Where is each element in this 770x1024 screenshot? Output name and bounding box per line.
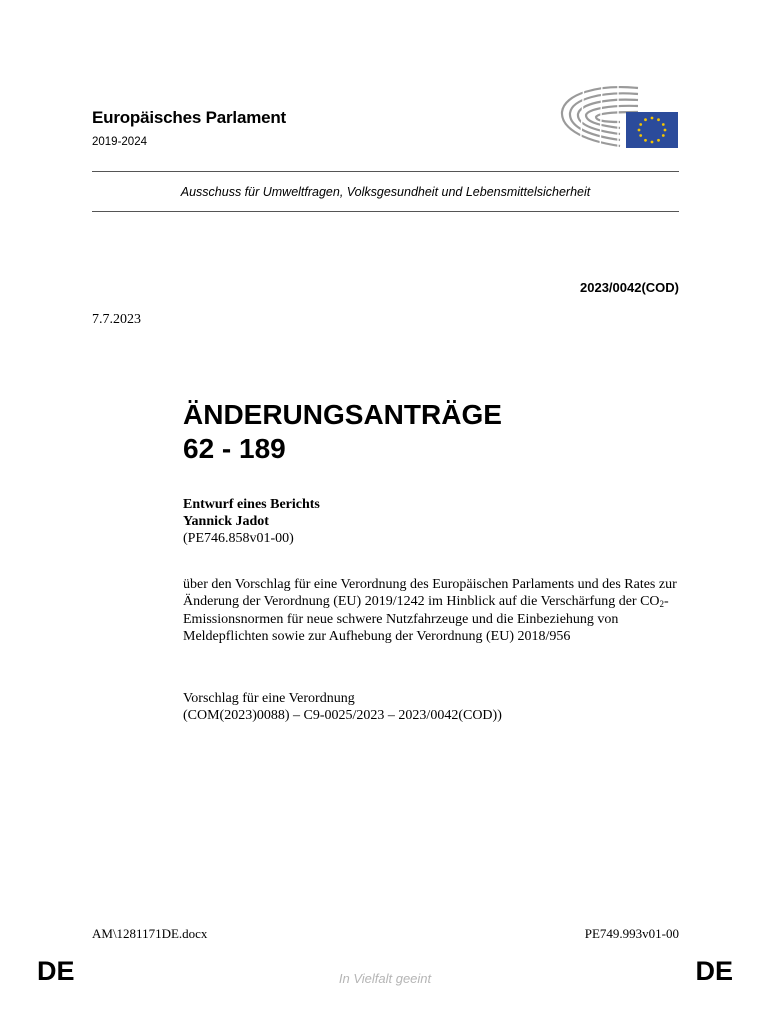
- proposal-line-1: Vorschlag für eine Verordnung: [183, 691, 355, 706]
- draft-report-block: [183, 496, 320, 547]
- proposal-block: [183, 690, 502, 725]
- eu-motto: In Vielfalt geeint: [338, 971, 432, 986]
- document-date: 7.7.2023: [92, 312, 141, 327]
- procedure-reference: 2023/0042(COD): [580, 280, 679, 295]
- header-bottom-rule: [92, 211, 679, 212]
- european-parliament-logo-icon: [558, 82, 680, 152]
- proposal-line-2: (COM(2023)0088) – C9-0025/2023 – 2023/0042(COD)): [183, 708, 502, 724]
- draft-label: Entwurf eines Berichts: [183, 497, 320, 512]
- subject-text-part-2: -Emissionsnormen für neue schwere Nutzfahrzeuge und die Einbeziehung von Meldepflichten sowie zur Aufhebung der Verordnung (EU) 2018/956: [183, 594, 669, 644]
- footer-pe-reference: PE749.993v01-00: [584, 926, 679, 941]
- document-title: [183, 398, 502, 466]
- header-top-rule: [92, 171, 679, 172]
- subject-subscript: 2: [659, 599, 665, 610]
- committee-name: Ausschuss für Umweltfragen, Volksgesundheit und Lebensmittelsicherheit: [180, 185, 591, 199]
- subject-paragraph: [183, 576, 683, 645]
- language-code-right: DE: [695, 956, 733, 986]
- title-line-1: ÄNDERUNGSANTRÄGE: [183, 399, 502, 430]
- parliamentary-term: 2019-2024: [92, 136, 147, 148]
- institution-name: Europäisches Parlament: [92, 108, 287, 127]
- title-line-2: 62 - 189: [183, 433, 286, 464]
- subject-text-part-1: über den Vorschlag für eine Verordnung des Europäischen Parlaments und des Rates zur Änderung der Verordnung (EU) 2019/1242 im Hinblick auf die Verschärfung der CO: [183, 577, 677, 610]
- language-code-left: DE: [37, 956, 75, 986]
- footer-document-reference: AM\1281171DE.docx: [92, 926, 208, 941]
- rapporteur-name: Yannick Jadot: [183, 514, 269, 529]
- draft-doc-number: (PE746.858v01-00): [183, 531, 294, 546]
